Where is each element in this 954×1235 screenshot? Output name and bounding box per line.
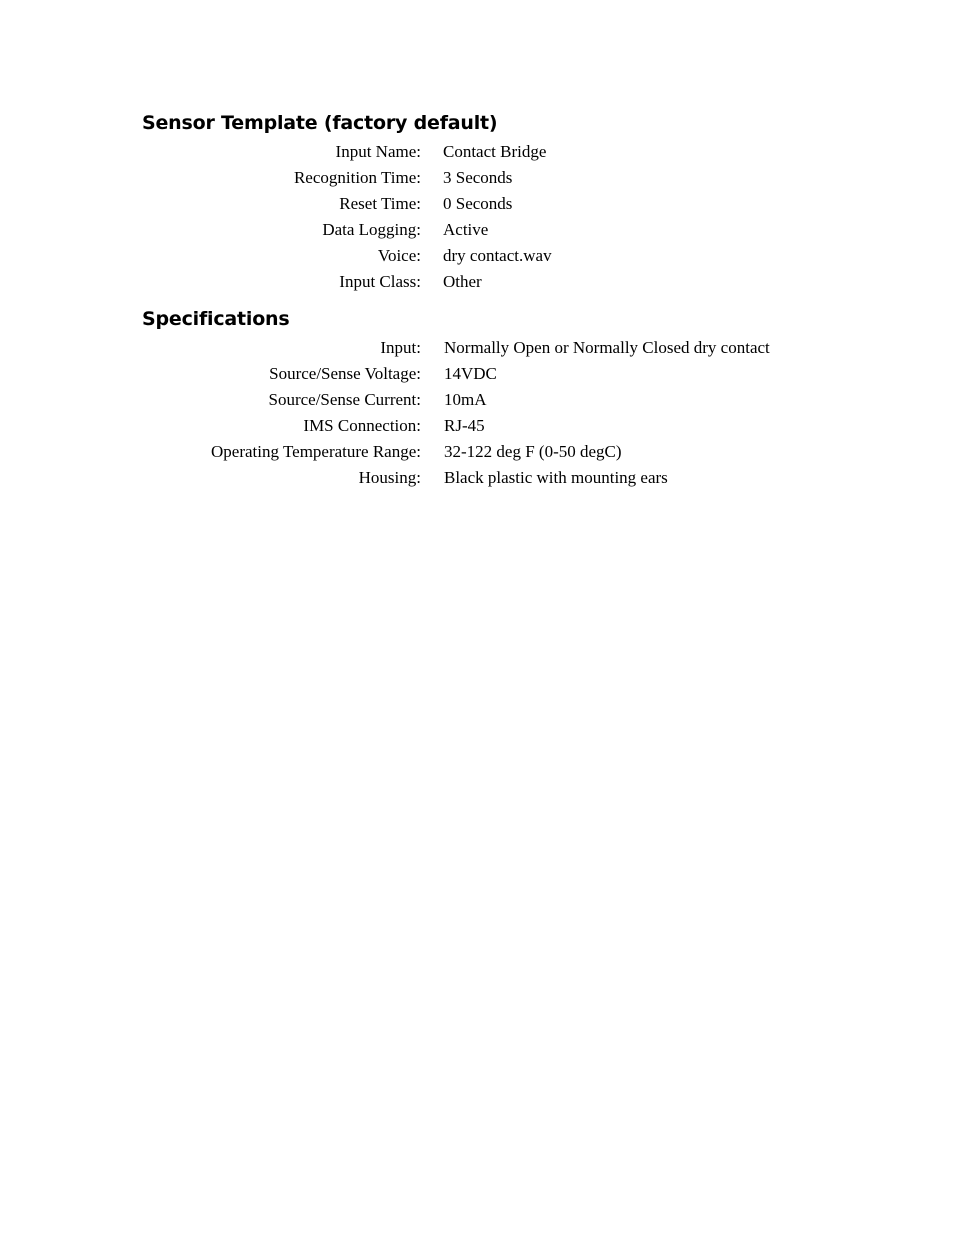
row-label: Reset Time: bbox=[339, 194, 421, 213]
specifications-table bbox=[0, 335, 954, 491]
row-label: Source/Sense Current: bbox=[268, 390, 421, 409]
row-label: Voice: bbox=[377, 246, 421, 265]
row-label: Input Class: bbox=[339, 272, 421, 291]
row-value: RJ-45 bbox=[444, 416, 485, 435]
row-value: Contact Bridge bbox=[443, 142, 547, 161]
row-label: Data Logging: bbox=[322, 220, 421, 239]
row-value: 32-122 deg F (0-50 degC) bbox=[444, 442, 622, 461]
specifications-row bbox=[0, 361, 954, 387]
row-label: Input: bbox=[380, 338, 421, 357]
row-label: Operating Temperature Range: bbox=[211, 442, 421, 461]
sensor-template-row bbox=[0, 269, 954, 295]
specifications-row bbox=[0, 387, 954, 413]
row-value: Normally Open or Normally Closed dry contact bbox=[444, 338, 770, 357]
row-label: Recognition Time: bbox=[293, 168, 421, 187]
sensor-template-row bbox=[0, 243, 954, 269]
specifications-heading: Specifications bbox=[142, 308, 290, 330]
row-label: Input Name: bbox=[335, 142, 421, 161]
row-label: Housing: bbox=[358, 468, 421, 487]
row-value: Black plastic with mounting ears bbox=[444, 468, 668, 487]
specifications-row bbox=[0, 465, 954, 491]
row-label: IMS Connection: bbox=[303, 416, 421, 435]
row-value: 3 Seconds bbox=[443, 168, 513, 187]
sensor-template-table bbox=[0, 139, 954, 295]
row-label: Source/Sense Voltage: bbox=[269, 364, 421, 383]
sensor-template-row bbox=[0, 217, 954, 243]
specifications-row bbox=[0, 335, 954, 361]
row-value: 10mA bbox=[444, 390, 487, 409]
specifications-row bbox=[0, 439, 954, 465]
sensor-template-row bbox=[0, 165, 954, 191]
sensor-template-row bbox=[0, 191, 954, 217]
row-value: Other bbox=[443, 272, 482, 291]
row-value: 14VDC bbox=[444, 364, 497, 383]
sensor-template-row bbox=[0, 139, 954, 165]
row-value: dry contact.wav bbox=[443, 246, 552, 265]
row-value: 0 Seconds bbox=[443, 194, 513, 213]
sensor-template-heading: Sensor Template (factory default) bbox=[142, 112, 498, 134]
specifications-row bbox=[0, 413, 954, 439]
row-value: Active bbox=[443, 220, 489, 239]
